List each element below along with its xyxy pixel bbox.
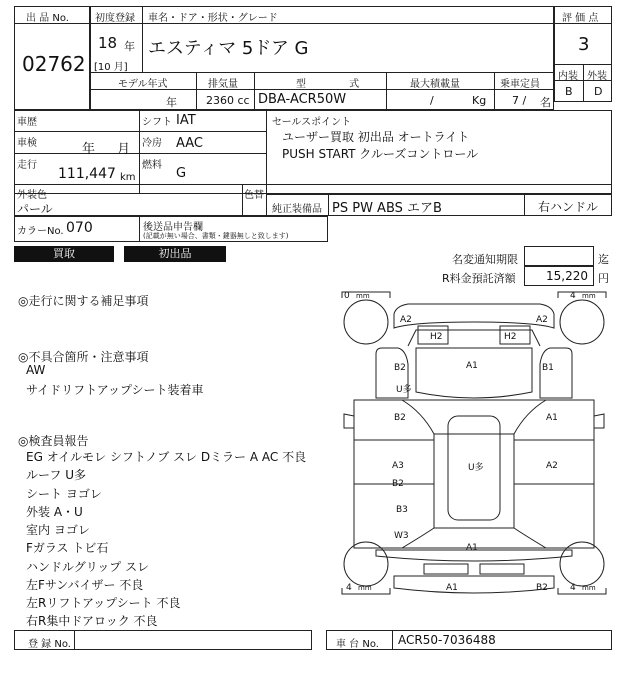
sales-point-line-2: PUSH START クルーズコントロール <box>282 147 479 161</box>
mark-b2-left-door-rear: B2 <box>392 479 404 489</box>
inspector-line: 左Rリフトアップシート 不良 <box>26 596 181 610</box>
equipment: PS PW ABS エアB <box>332 201 442 216</box>
shift: IAT <box>176 113 196 128</box>
rear-right-tire-depth: 4 <box>570 583 576 593</box>
buy-tag: 買取 <box>14 246 114 262</box>
max-load-label: 最大積載量 <box>410 79 460 90</box>
rear-left-tire-depth: 4 <box>346 583 352 593</box>
capacity: 7 / <box>512 94 527 107</box>
mark-b2-left-door-front: B2 <box>394 413 406 423</box>
max-load: / <box>430 94 434 107</box>
mark-a1-rear-bumper: A1 <box>446 583 458 593</box>
equipment-label: 純正装備品 <box>272 204 322 215</box>
mark-b1-right-fender: B1 <box>542 363 554 373</box>
mileage-unit: km <box>120 172 136 183</box>
mileage-label: 走行 <box>17 160 37 171</box>
model-year-unit: 年 <box>166 96 177 109</box>
chassis-no: ACR50-7036488 <box>398 633 496 647</box>
sales-point-line-1: ユーザー買取 初出品 オートライト <box>282 130 470 144</box>
color-no-label: カラーNo. <box>17 226 64 237</box>
recycle-fee-label: R料金預託済額 <box>442 272 516 285</box>
notice-deadline-unit: 迄 <box>598 253 609 266</box>
inspector-title: ◎検査員報告 <box>18 434 89 448</box>
car-damage-diagram <box>336 288 612 600</box>
mark-b2-left-fender: B2 <box>394 363 406 373</box>
mark-w3-left-rear: W3 <box>394 531 409 541</box>
shift-label: シフト <box>142 117 172 128</box>
later-docs-label: 後送品申告欄 <box>143 222 203 233</box>
exterior-label: 外装 <box>587 71 607 82</box>
inspector-line: EG オイルモレ シフトノブ スレ Dミラー A AC 不良 <box>26 450 307 464</box>
inspector-line: ルーフ U多 <box>26 468 86 482</box>
chassis-no-label: 車 台 No. <box>336 639 379 650</box>
mark-h2-right: H2 <box>504 332 517 342</box>
mark-a2-right-door-rear: A2 <box>546 461 558 471</box>
mark-a2-front-left: A2 <box>400 315 412 325</box>
inspector-line: 外装 A・U <box>26 505 83 519</box>
exterior-grade: D <box>594 85 603 98</box>
mark-a1-hood: A1 <box>466 361 478 371</box>
mark-a1-rear-hatch: A1 <box>466 543 478 553</box>
inspector-line: 右R集中ドアロック 不良 <box>26 614 158 628</box>
recycle-fee-unit: 円 <box>598 272 609 285</box>
mark-b3-left-rear: B3 <box>396 505 408 515</box>
inspector-line: 室内 ヨゴレ <box>26 523 90 537</box>
repaint-label: 色替 <box>244 190 264 201</box>
inspection-value: 年 月 <box>82 142 131 157</box>
mark-b2-rear-bumper: B2 <box>536 583 548 593</box>
mark-h2-left: H2 <box>430 332 443 342</box>
inspection-label: 車検 <box>17 138 37 149</box>
mark-a2-front-right: A2 <box>536 315 548 325</box>
history-label: 車歴 <box>17 117 37 128</box>
steering-side: 右ハンドル <box>538 200 599 214</box>
front-right-tire-depth: 4 <box>570 291 576 301</box>
lot-number-label: 出 品 No. <box>26 13 69 24</box>
max-load-unit: Kg <box>472 94 487 107</box>
model-year-label: モデル年式 <box>118 79 168 90</box>
inspector-line: Fガラス トビ石 <box>26 541 109 555</box>
driving-notes-title: ◎走行に関する補足事項 <box>18 294 149 308</box>
color-no: 070 <box>66 220 93 236</box>
mark-u-left-fender: U多 <box>396 385 412 395</box>
front-left-tire-depth: 0 <box>344 291 350 301</box>
mark-a1-right-door-front: A1 <box>546 413 558 423</box>
first-reg-month: [10 月] <box>94 62 128 73</box>
displacement-label: 排気量 <box>208 79 238 90</box>
car-name-label: 車名・ドア・形状・グレード <box>148 13 278 24</box>
rating-label: 評 価 点 <box>562 13 599 24</box>
aircon-label: 冷房 <box>142 138 162 149</box>
aircon: AAC <box>176 136 203 151</box>
tire-unit: mm <box>582 292 596 300</box>
ext-color-label: 外装色 <box>17 190 47 201</box>
mark-u-roof: U多 <box>468 463 484 473</box>
inspector-line: ハンドルグリップ スレ <box>26 560 150 574</box>
fuel-label: 燃料 <box>142 160 162 171</box>
first-reg-year: 18 <box>98 34 118 52</box>
notice-deadline-label: 名変通知期限 <box>452 253 518 266</box>
tire-unit: mm <box>358 584 372 592</box>
later-docs-note: (記載が無い場合、書類・鍵器無しと致します) <box>143 232 289 240</box>
mileage: 111,447 <box>58 166 116 182</box>
tire-unit: mm <box>356 292 370 300</box>
inspector-line: 左Fサンバイザー 不良 <box>26 578 144 592</box>
type-label: 型 式 <box>296 79 360 90</box>
displacement: 2360 cc <box>206 94 250 107</box>
recycle-fee: 15,220 <box>546 269 588 283</box>
tire-unit: mm <box>582 584 596 592</box>
defect-notes-title: ◎不具合箇所・注意事項 <box>18 350 149 364</box>
inspector-line: シート ヨゴレ <box>26 487 102 501</box>
notice-deadline-field <box>524 246 594 266</box>
capacity-unit: 名 <box>540 96 551 109</box>
first-reg-label: 初度登録 <box>95 13 135 24</box>
first-reg-year-unit: 年 <box>124 40 135 53</box>
sales-point-label: セールスポイント <box>272 117 352 128</box>
car-name: エスティマ 5ドア G <box>148 38 309 59</box>
rating-score: 3 <box>578 34 590 55</box>
defect-line: AW <box>26 363 46 377</box>
interior-label: 内装 <box>558 71 578 82</box>
interior-grade: B <box>565 85 573 98</box>
defect-line: サイドリフトアップシート装着車 <box>26 383 204 397</box>
vehicle-type: DBA-ACR50W <box>258 92 347 107</box>
fuel: G <box>176 166 187 181</box>
registration-no-label: 登 録 No. <box>28 639 71 650</box>
first-listing-tag: 初出品 <box>124 246 226 262</box>
lot-number: 02762 <box>22 52 86 76</box>
capacity-label: 乗車定員 <box>500 79 540 90</box>
ext-color: パール <box>17 202 53 216</box>
mark-a3-left-door-rear: A3 <box>392 461 404 471</box>
